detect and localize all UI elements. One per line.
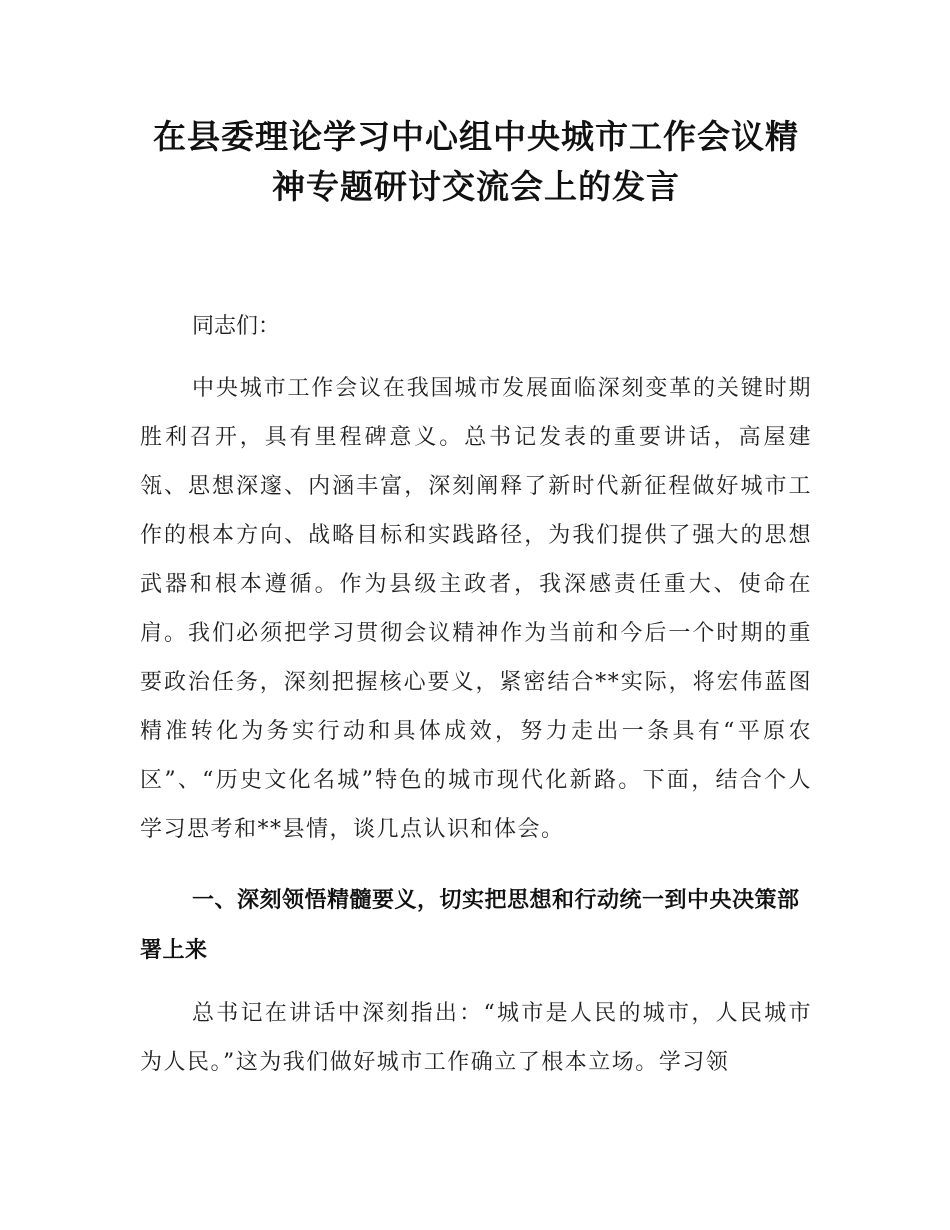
body-paragraph: 中央城市工作会议在我国城市发展面临深刻变革的关键时期胜利召开，具有里程碑意义。总书记发表的重要讲话，高屋建瓴、思想深邃、内涵丰富，深刻阐释了新时代新征程做好城市工作的根本方向、战略目标和实践路径，为我们提供了强大的思想武器和根本遵循。作为县级主政者，我深感责任重大、使命在肩。我们必须把学习贯彻会议精神作为当前和今后一个时期的重要政治任务，深刻把握核心要义，紧密结合**实际，将宏伟蓝图精准转化为务实行动和具体成效，努力走出一条具有“平原农区”、“历史文化名城”特色的城市现代化新路。下面，结合个人学习思考和**县情，谈几点认识和体会。 <box>140 376 812 842</box>
section-paragraph: 总书记在讲话中深刻指出：“城市是人民的城市，人民城市为人民。”这为我们做好城市工作确立了根本立场。学习领 <box>140 1001 812 1075</box>
salutation: 同志们： <box>192 314 281 339</box>
document-title: 在县委理论学习中心组中央城市工作会议精神专题研讨交流会上的发言 <box>153 117 799 206</box>
section-heading: 一、深刻领悟精髓要义，切实把思想和行动统一到中央决策部署上来 <box>140 888 800 963</box>
